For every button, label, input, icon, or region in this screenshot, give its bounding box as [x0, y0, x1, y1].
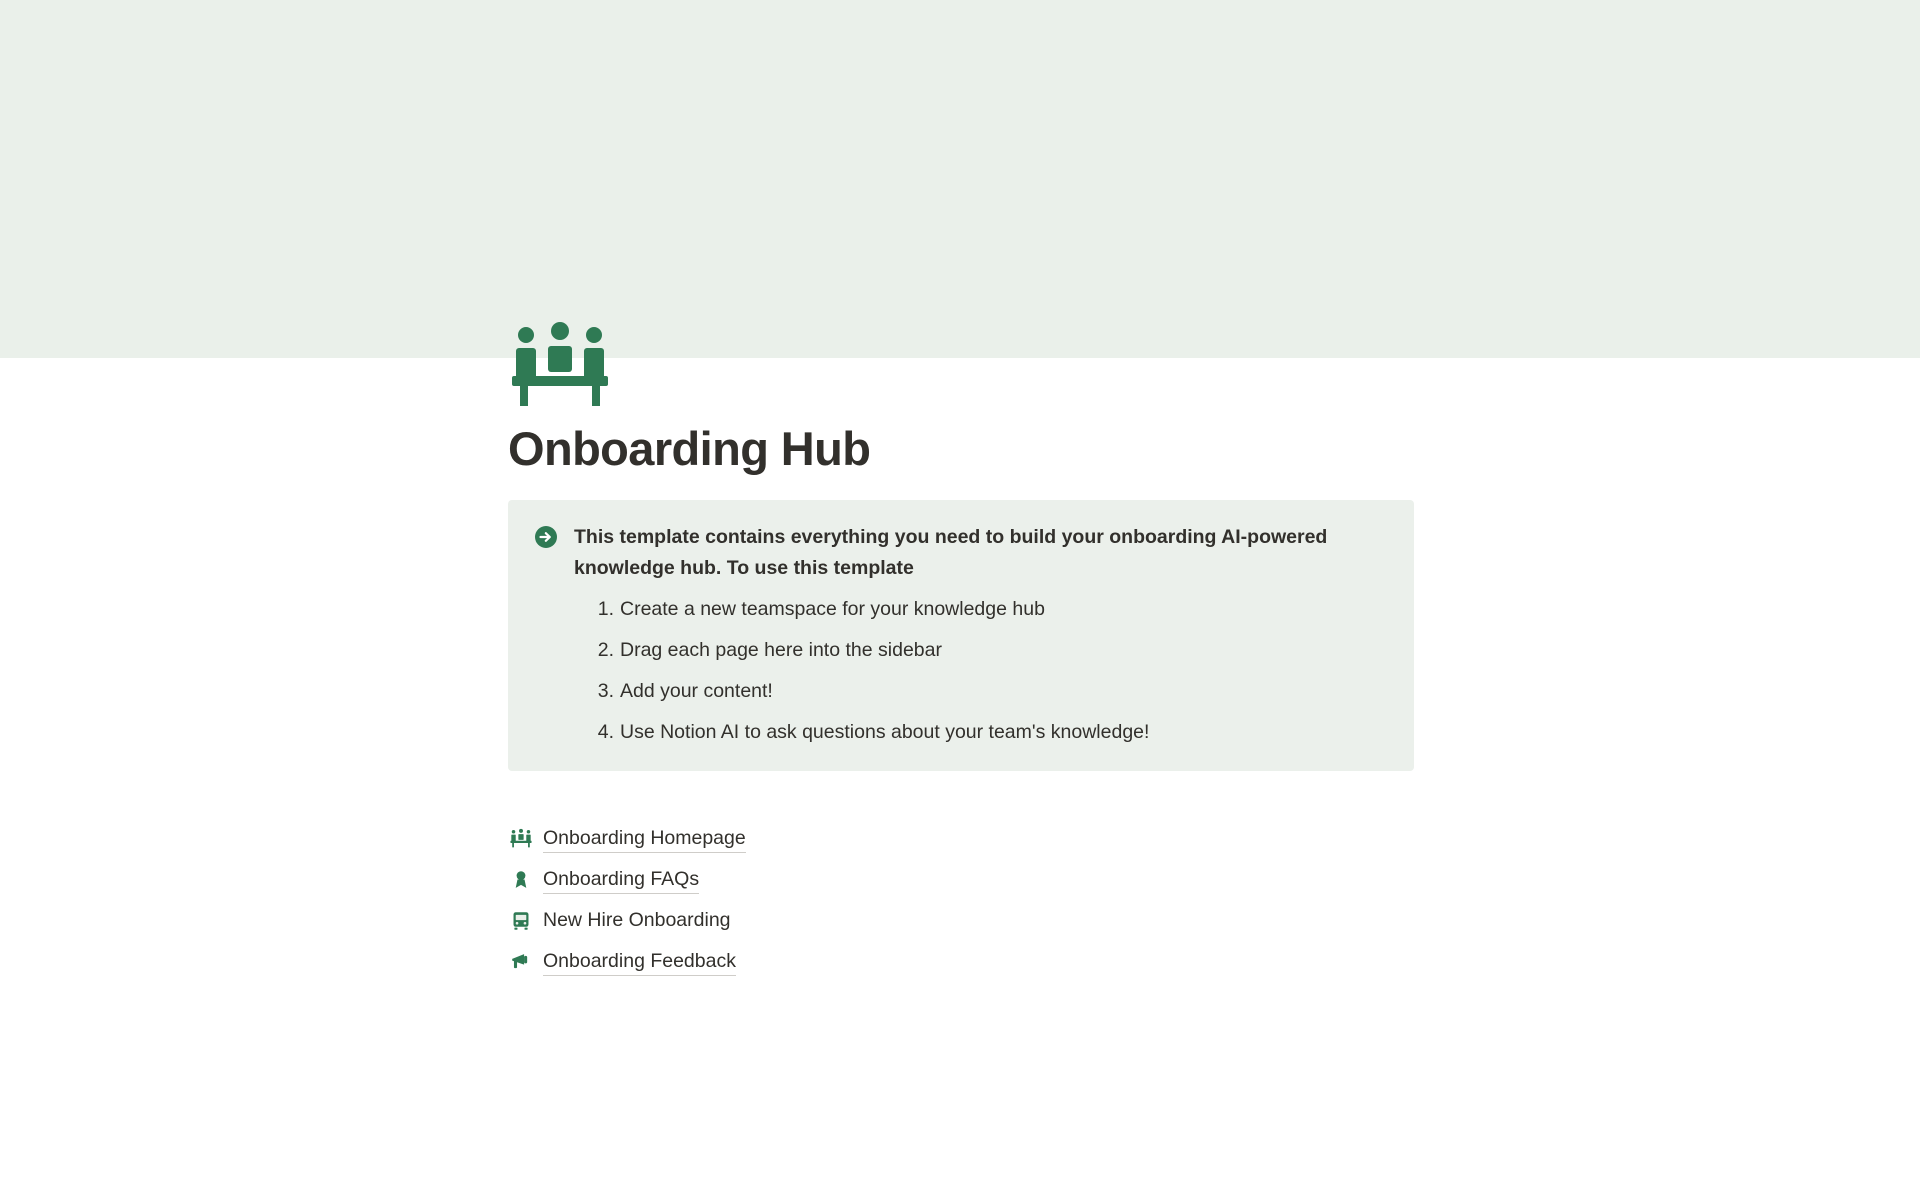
arrow-right-circle-icon: [534, 525, 558, 549]
page-link-onboarding-faqs[interactable]: [508, 859, 1414, 900]
page-link-onboarding-feedback[interactable]: [508, 941, 1414, 982]
megaphone-icon: [508, 949, 534, 975]
callout-step-list: [574, 596, 1388, 745]
list-item: Create a new teamspace for your knowledge hub: [620, 598, 1045, 620]
people-meeting-icon[interactable]: [510, 318, 610, 418]
page-title[interactable]: Onboarding Hub: [508, 422, 871, 475]
people-meeting-icon: [508, 826, 534, 852]
list-item: Drag each page here into the sidebar: [620, 639, 942, 661]
page-link-label: Onboarding FAQs: [543, 866, 699, 894]
callout-heading: This template contains everything you need to build your onboarding AI-powered knowledge hub. To use this template: [574, 526, 1328, 579]
list-item: Add your content!: [620, 680, 773, 702]
tram-icon: [508, 908, 534, 934]
page-link-onboarding-homepage[interactable]: [508, 818, 1414, 859]
page-link-label: Onboarding Feedback: [543, 948, 736, 976]
page-cover: [0, 0, 1920, 358]
page-link-label: New Hire Onboarding: [543, 908, 731, 931]
list-item: Use Notion AI to ask questions about your team's knowledge!: [620, 721, 1150, 743]
page-link-list: [508, 818, 1414, 982]
page-link-new-hire-onboarding[interactable]: [508, 900, 1414, 941]
page-link-label: Onboarding Homepage: [543, 825, 746, 853]
callout-body: [574, 522, 1388, 745]
award-medal-icon: [508, 867, 534, 893]
callout-block: [508, 500, 1414, 771]
